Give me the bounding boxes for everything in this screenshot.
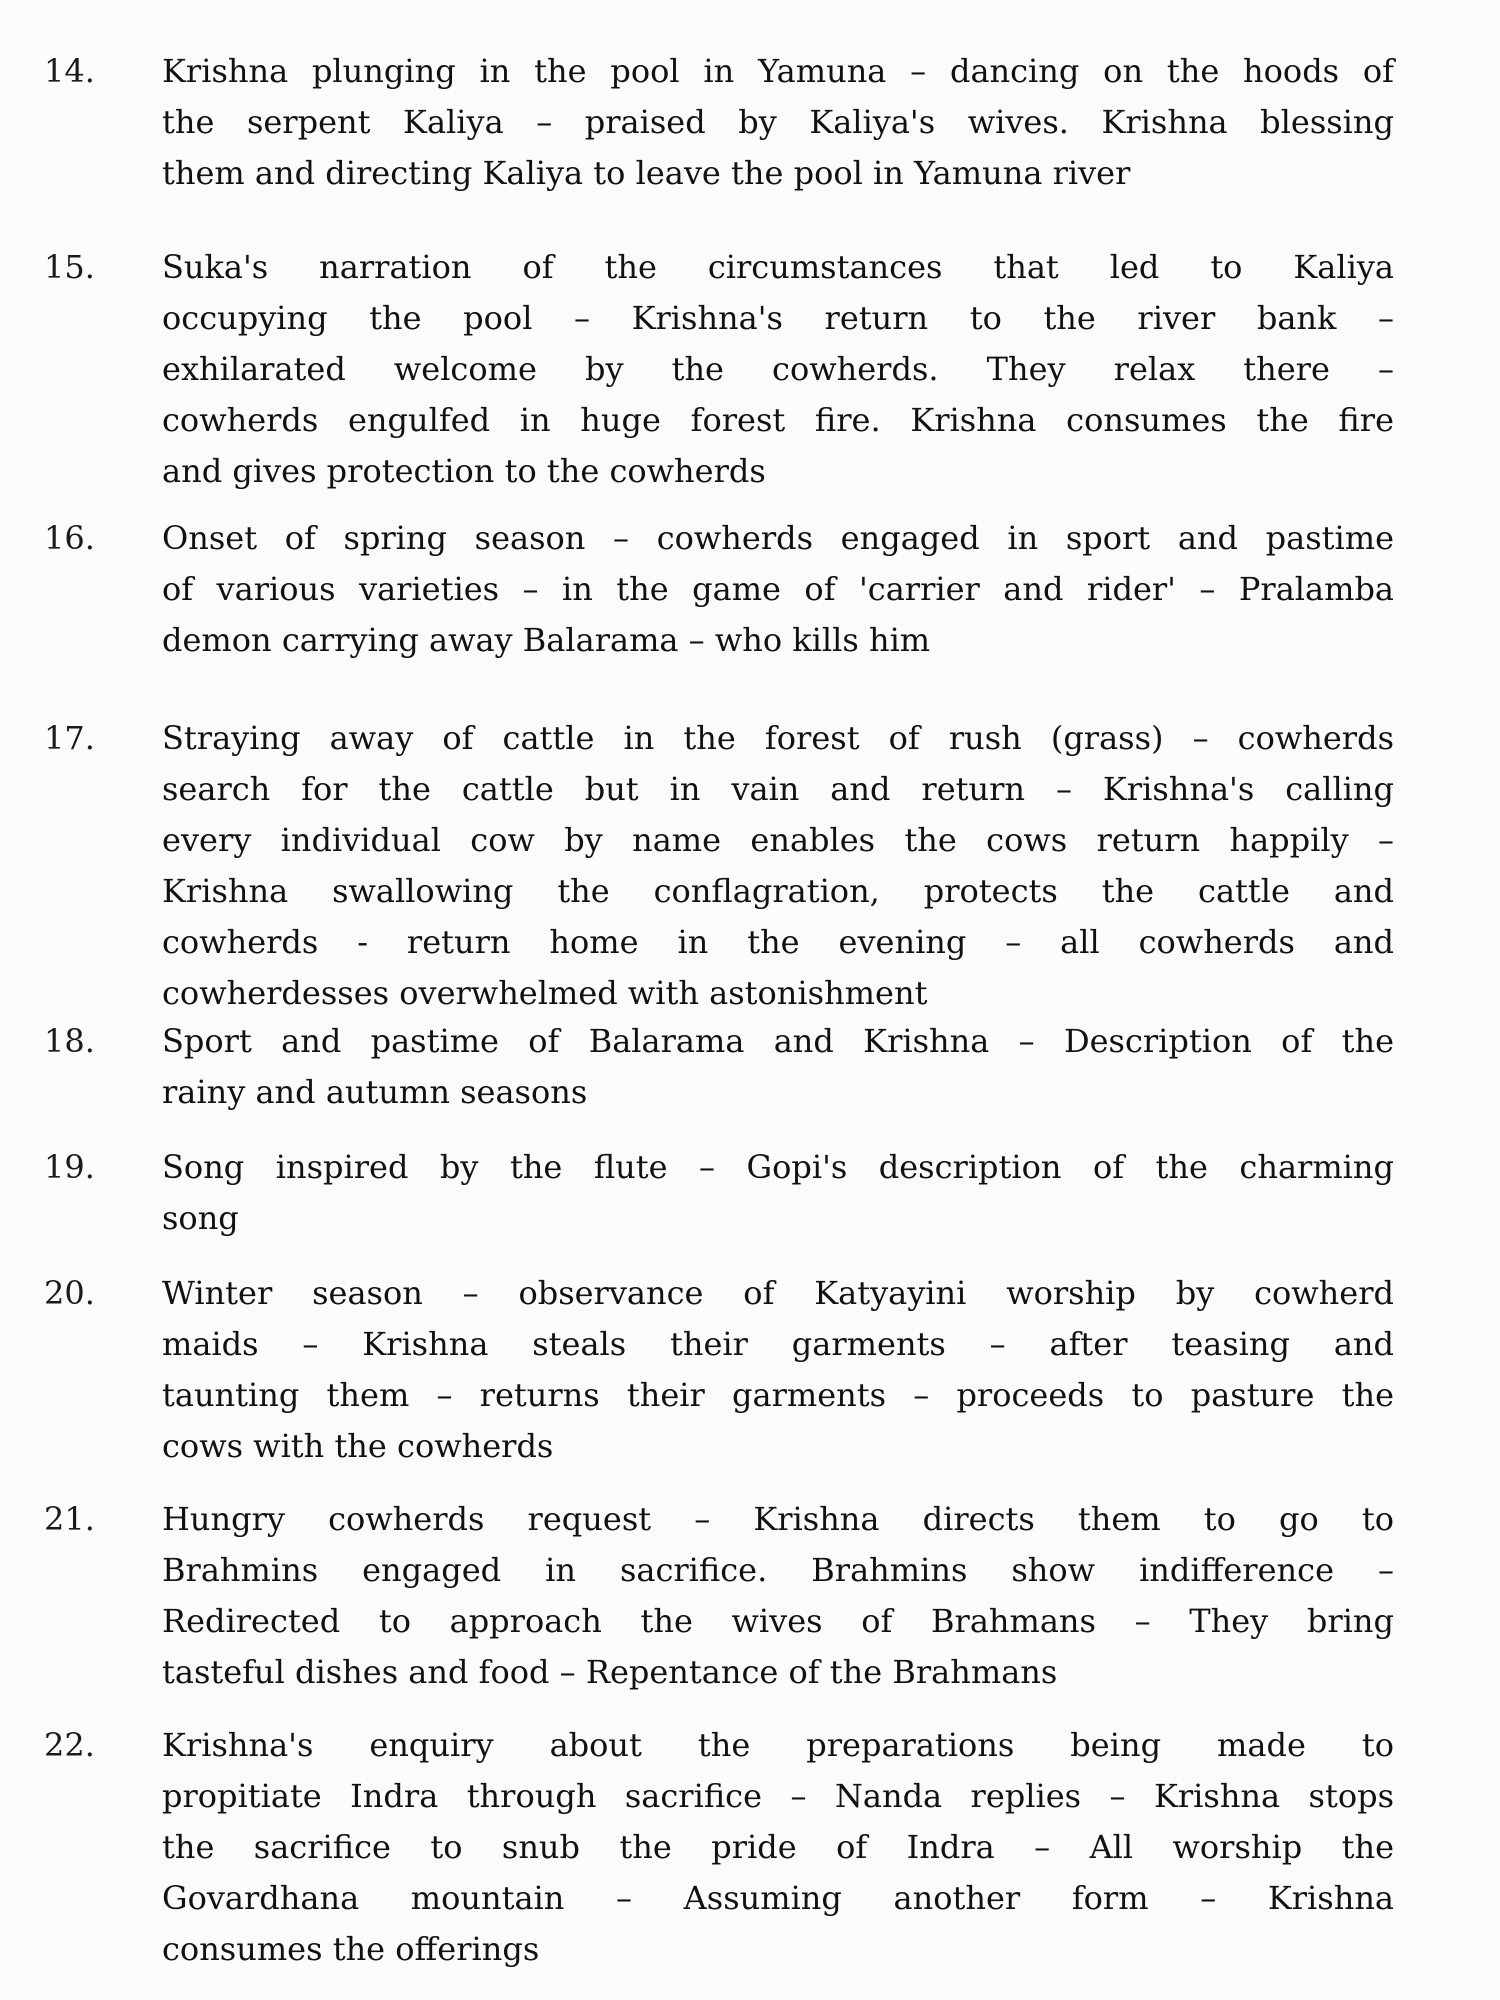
text-line: the serpent Kaliya – praised by Kaliya's wives. Krishna blessing [162,103,1394,141]
text-line: rainy and autumn seasons [162,1073,588,1111]
item-number: 17. [44,719,95,757]
text-line: Winter season – observance of Katyayini worship by cowherd [162,1274,1394,1312]
text-line: Straying away of cattle in the forest of rush (grass) – cowherds [162,719,1394,757]
text-line: search for the cattle but in vain and return – Krishna's calling [162,770,1394,808]
text-line: them and directing Kaliya to leave the pool in Yamuna river [162,154,1131,192]
item-number: 19. [44,1148,95,1186]
item-number: 15. [44,248,95,286]
text-line: of various varieties – in the game of 'carrier and rider' – Pralamba [162,570,1394,608]
item-description [162,1720,1394,1975]
text-line: Krishna swallowing the conflagration, protects the cattle and [162,872,1394,910]
item-number: 21. [44,1500,95,1538]
text-line: taunting them – returns their garments – proceeds to pasture the [162,1376,1394,1414]
item-description [162,1016,1394,1118]
text-line: and gives protection to the cowherds [162,452,766,490]
item-description [162,1268,1394,1472]
text-line: cowherdesses overwhelmed with astonishment [162,974,928,1012]
item-description [162,1142,1394,1244]
text-line: Sport and pastime of Balarama and Krishna – Description of the [162,1022,1394,1060]
text-line: Govardhana mountain – Assuming another form – Krishna [162,1879,1394,1917]
text-line: demon carrying away Balarama – who kills him [162,621,931,659]
item-description [162,1494,1394,1698]
text-line: Song inspired by the flute – Gopi's description of the charming [162,1148,1394,1186]
text-line: Onset of spring season – cowherds engaged in sport and pastime [162,519,1394,557]
text-line: the sacrifice to snub the pride of Indra – All worship the [162,1828,1394,1866]
text-line: song [162,1199,239,1237]
text-line: cows with the cowherds [162,1427,554,1465]
text-line: Redirected to approach the wives of Brahmans – They bring [162,1602,1394,1640]
text-line: maids – Krishna steals their garments – after teasing and [162,1325,1394,1363]
item-description [162,713,1394,1019]
text-line: exhilarated welcome by the cowherds. They relax there – [162,350,1394,388]
text-line: tasteful dishes and food – Repentance of the Brahmans [162,1653,1058,1691]
item-number: 14. [44,52,95,90]
item-number: 18. [44,1022,95,1060]
item-number: 22. [44,1726,95,1764]
text-line: Suka's narration of the circumstances that led to Kaliya [162,248,1394,286]
text-line: cowherds - return home in the evening – all cowherds and [162,923,1394,961]
text-line: consumes the offerings [162,1930,540,1968]
text-line: propitiate Indra through sacrifice – Nanda replies – Krishna stops [162,1777,1394,1815]
text-line: Brahmins engaged in sacrifice. Brahmins show indifference – [162,1551,1394,1589]
item-number: 20. [44,1274,95,1312]
item-description [162,513,1394,666]
text-line: cowherds engulfed in huge forest fire. Krishna consumes the fire [162,401,1394,439]
item-number: 16. [44,519,95,557]
item-description [162,46,1394,199]
text-line: Hungry cowherds request – Krishna directs them to go to [162,1500,1394,1538]
text-line: every individual cow by name enables the cows return happily – [162,821,1394,859]
item-description [162,242,1394,497]
text-line: Krishna plunging in the pool in Yamuna – dancing on the hoods of [162,52,1394,90]
text-line: Krishna's enquiry about the preparations being made to [162,1726,1394,1764]
text-line: occupying the pool – Krishna's return to the river bank – [162,299,1394,337]
